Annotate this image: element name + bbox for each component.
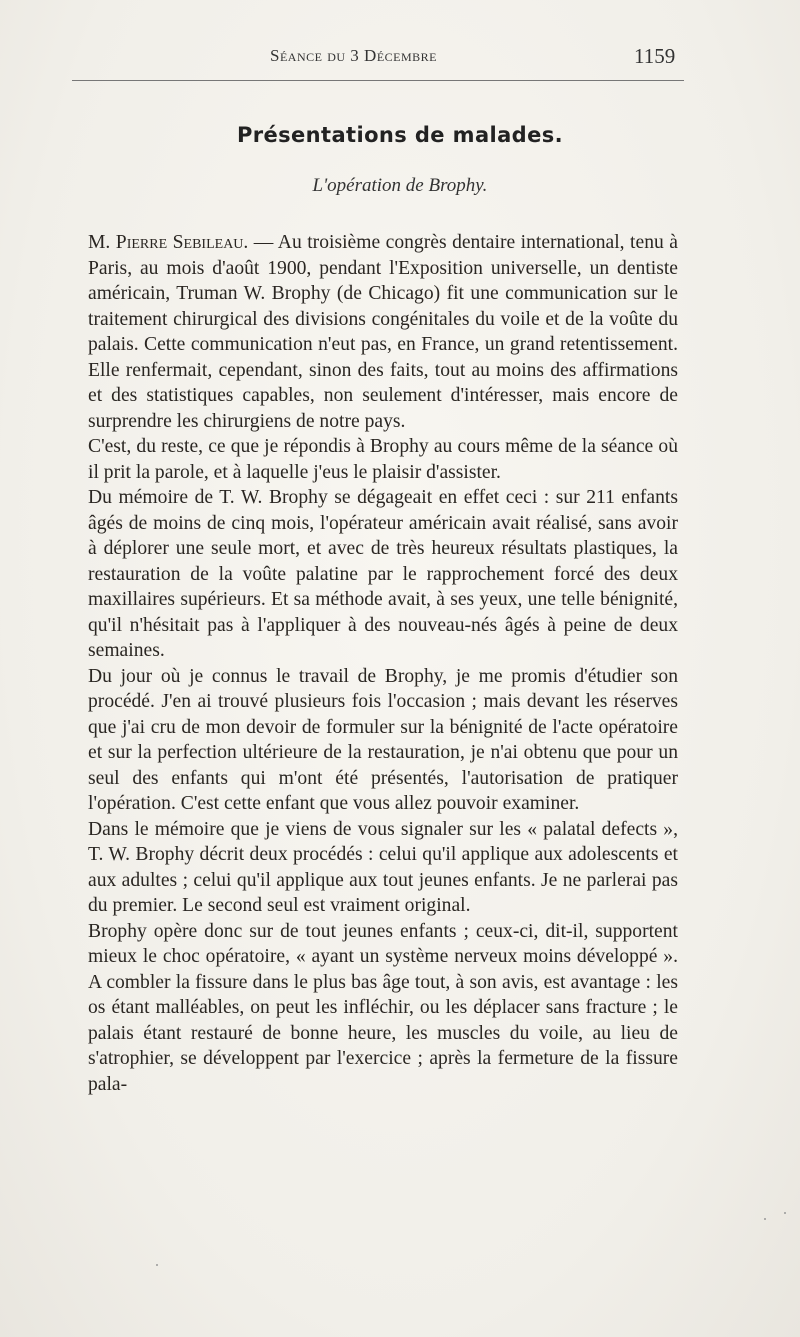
paragraph-6: Brophy opère donc sur de tout jeunes enfants ; ceux-ci, dit-il, supportent mieux le choc opératoire, « ayant un système nerveux moins développé ». A combler la fissure dans le plus bas âge tout, à son avis, est avantage : les os étant malléables, on peut les infléchir, ou les déplacer sans fracture ; le palais étant restauré de bonne heure, les muscles du voile, au lieu de s'atrophier, se développent par l'exercice ; après la fermeture de la fissure pala- [88,920,678,1095]
paragraph-2: C'est, du reste, ce que je répondis à Brophy au cours même de la séance où il prit la parole, et à laquelle j'eus le plaisir d'assister. [88,436,678,483]
paper-speck [784,1212,786,1214]
running-head-month: Décembre [364,46,437,65]
paragraph-5: Dans le mémoire que je viens de vous signaler sur les « palatal defects », T. W. Brophy décrit deux procédés : celui qu'il applique aux adolescents et aux adultes ; celui qu'il applique aux tout jeunes enfants. Je ne parlerai pas du premier. Le second seul est vraiment original. [88,818,678,916]
speaker-name: M. Pierre Sebileau. [88,232,249,253]
running-head [270,46,437,66]
paragraph-4: Du jour où je connus le travail de Brophy, je me promis d'étudier son procédé. J'en ai trouvé plusieurs fois l'occasion ; mais devant les réserves que j'ai cru de mon devoir de formuler sur la bénignité de l'acte opératoire et sur la perfection ultérieure de la restauration, je n'ai obtenu que pour un seul des enfants qui m'ont été présentés, l'autorisation de pratiquer l'opération. C'est cette enfant que vous allez pouvoir examiner. [88,665,678,814]
paragraph-1 [88,230,678,434]
header-rule [72,80,684,81]
section-title: Présentations de malades. [236,123,564,147]
page-number: 1159 [634,44,676,68]
paper-speck [764,1218,766,1220]
running-head-prefix: Séance du [270,46,346,65]
paragraph-1-text: — Au troisième congrès dentaire international, tenu à Paris, au mois d'août 1900, pendant l'Exposition universelle, un dentiste américain, Truman W. Brophy (de Chicago) fit une communication sur le traitement chirurgical des divisions congénitales du voile et de la voûte du palais. Cette communication n'eut pas, en France, un grand retentissement. Elle renfermait, cependant, sinon des faits, tout au moins des affirmations et des statistiques capables, non seulement d'intéresser, mais encore de surprendre les chirurgiens de notre pays. [88,232,678,432]
running-head-day: 3 [345,46,365,65]
paper-speck [156,1264,158,1266]
article-subtitle: L'opération de Brophy. [312,175,488,196]
body-text [88,230,678,1097]
paragraph-3: Du mémoire de T. W. Brophy se dégageait en effet ceci : sur 211 enfants âgés de moins de cinq mois, l'opérateur américain avait réalisé, sans avoir à déplorer une seule mort, et avec de très heureux résultats plastiques, la restauration de la voûte palatine par le rapprochement forcé des deux maxillaires supérieurs. Et sa méthode avait, à ses yeux, une telle bénignité, qu'il n'hésitait pas à l'appliquer à des nouveau-nés âgés à peine de deux semaines. [88,487,678,661]
